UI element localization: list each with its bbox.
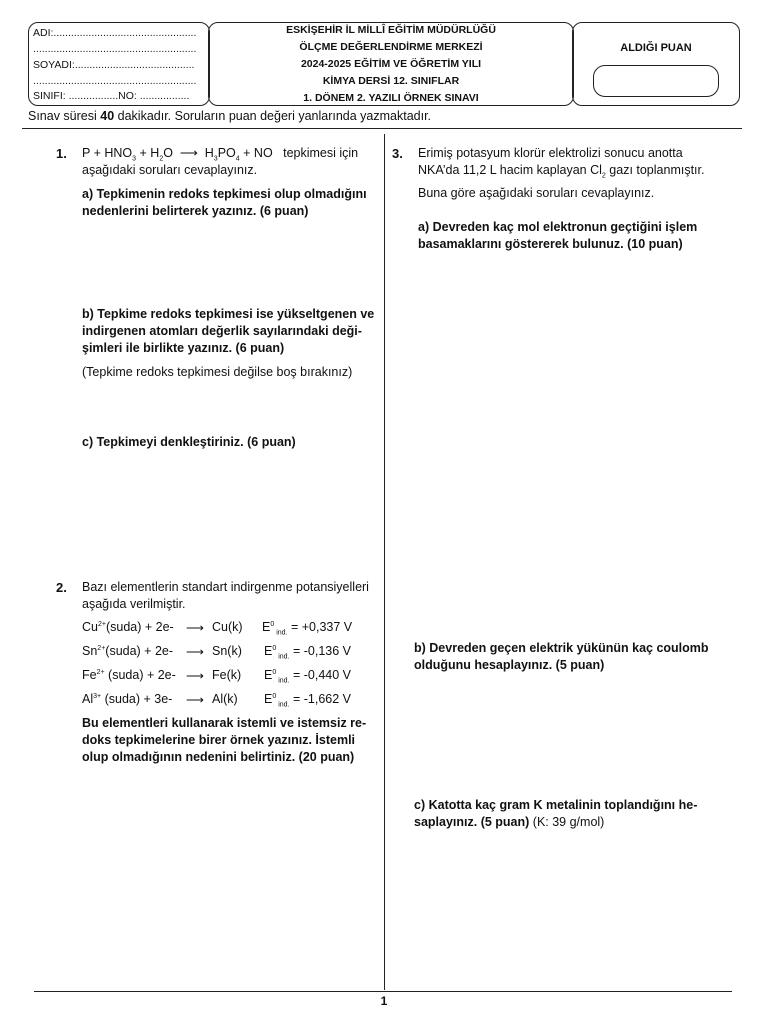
header-divider (22, 128, 742, 129)
question-2-intro: Bazı elementlerin standart indirgenme potansiyelleri aşağıda verilmiştir. (82, 580, 369, 611)
question-3-number: 3. (392, 146, 403, 161)
question-3-intro: Erimiş potasyum klorür elektrolizi sonucu anotta NKA’da 11,2 L hacim kaplayan $Cl_2$ gazı toplanmıştır. Buna göre aşağıdaki soruları cevaplayınız. (418, 146, 705, 200)
reaction-potential: $E^0$ $_{ind.}$ = +0,337 V (262, 620, 353, 637)
reaction-reactants: $Sn^{2+}(suda) + 2e-$ (82, 644, 174, 658)
exam-title-box (208, 22, 574, 106)
surname-field[interactable]: SOYADI:......................................... (33, 59, 195, 71)
reaction-arrow: ⟶ (186, 645, 204, 659)
reaction-reactants: $Al^{3+}$ (suda) + 3e- (82, 692, 173, 706)
class-number-field[interactable]: SINIFI: .................NO: ................. (33, 90, 190, 102)
name-field-cont[interactable]: ........................................................ (33, 43, 197, 55)
reaction-potential: $E^0$ $_{ind.}$ = -0,440 V (264, 668, 351, 685)
score-input[interactable] (593, 65, 719, 97)
reaction-row (82, 668, 382, 686)
reaction-product: Sn(k) (212, 644, 242, 658)
reaction-row (82, 692, 382, 710)
question-3a: a) Devreden kaç mol elektronun geçtiğini işlem basamaklarını göstererek bulunuz. (10 puan) (418, 220, 698, 251)
reaction-arrow: ⟶ (186, 669, 204, 683)
score-box-container (572, 22, 740, 106)
reaction-reactants: $Cu^{2+}(suda) + 2e-$ (82, 620, 174, 634)
page-number: 1 (380, 994, 388, 1008)
reaction-potential: $E^0$ $_{ind.}$ = -1,662 V (264, 692, 351, 709)
question-2-task: Bu elementleri kullanarak istemli ve istemsiz re- doks tepkimelerine birer örnek yazınız. İstemli olup olmadığının nedenini belirtiniz. (20 puan) (82, 716, 367, 764)
question-1b-note: (Tepkime redoks tepkimesi değilse boş bırakınız) (82, 365, 353, 379)
instructions: Sınav süresi 40 dakikadır. Soruların puan değeri yanlarında yazmaktadır. (28, 109, 432, 123)
question-1-equation: $P + HNO_3 + H_2O$ ⟶ $H_3PO_4$ + NO tepkimesi için (82, 146, 359, 163)
academic-year: 2024-2025 EĞİTİM VE ÖĞRETİM YILI (300, 58, 482, 70)
reaction-reactants: $Fe^{2+}$ (suda) + 2e- (82, 668, 176, 682)
question-1b: b) Tepkime redoks tepkimesi ise yükseltgenen ve indirgenen atomları değerlik sayılarındaki deği- şimleri ile birlikte yazınız. (6 puan) (82, 307, 375, 355)
reaction-row (82, 644, 382, 662)
reaction-product: Fe(k) (212, 668, 242, 682)
question-3b: b) Devreden geçen elektrik yükünün kaç coulomb olduğunu hesaplayınız. (5 puan) (414, 641, 709, 672)
reaction-product: Cu(k) (212, 620, 243, 634)
course-title: KİMYA DERSİ 12. SINIFLAR (322, 75, 460, 87)
question-3c: c) Katotta kaç gram K metalinin toplandığını he- saplayınız. (5 puan) (K: 39 g/mol) (414, 798, 698, 829)
student-info-box (28, 22, 210, 106)
column-divider (384, 134, 385, 990)
footer-line (34, 991, 732, 992)
reaction-potential: $E^0$ $_{ind.}$ = -0,136 V (264, 644, 351, 661)
exam-title: 1. DÖNEM 2. YAZILI ÖRNEK SINAVI (303, 92, 479, 104)
reaction-arrow: ⟶ (186, 693, 204, 707)
reaction-product: Al(k) (212, 692, 238, 706)
directorate-title: ESKİŞEHİR İL MİLLÎ EĞİTİM MÜDÜRLÜĞÜ (286, 24, 496, 36)
reaction-row (82, 620, 382, 638)
question-2-number: 2. (56, 580, 67, 595)
question-1a: a) Tepkimenin redoks tepkimesi olup olmadığını nedenlerini belirterek yazınız. (6 puan) (82, 187, 367, 218)
center-title: ÖLÇME DEĞERLENDİRME MERKEZİ (299, 41, 483, 53)
surname-field-cont[interactable]: ........................................................ (33, 75, 197, 87)
question-1-intro: aşağıdaki soruları cevaplayınız. (82, 163, 258, 177)
reaction-arrow: ⟶ (186, 621, 204, 635)
question-1c: c) Tepkimeyi denkleştiriniz. (6 puan) (82, 435, 296, 449)
name-field[interactable]: ADI:................................................. (33, 27, 197, 39)
question-1-number: 1. (56, 146, 67, 161)
score-label: ALDIĞI PUAN (620, 42, 692, 54)
